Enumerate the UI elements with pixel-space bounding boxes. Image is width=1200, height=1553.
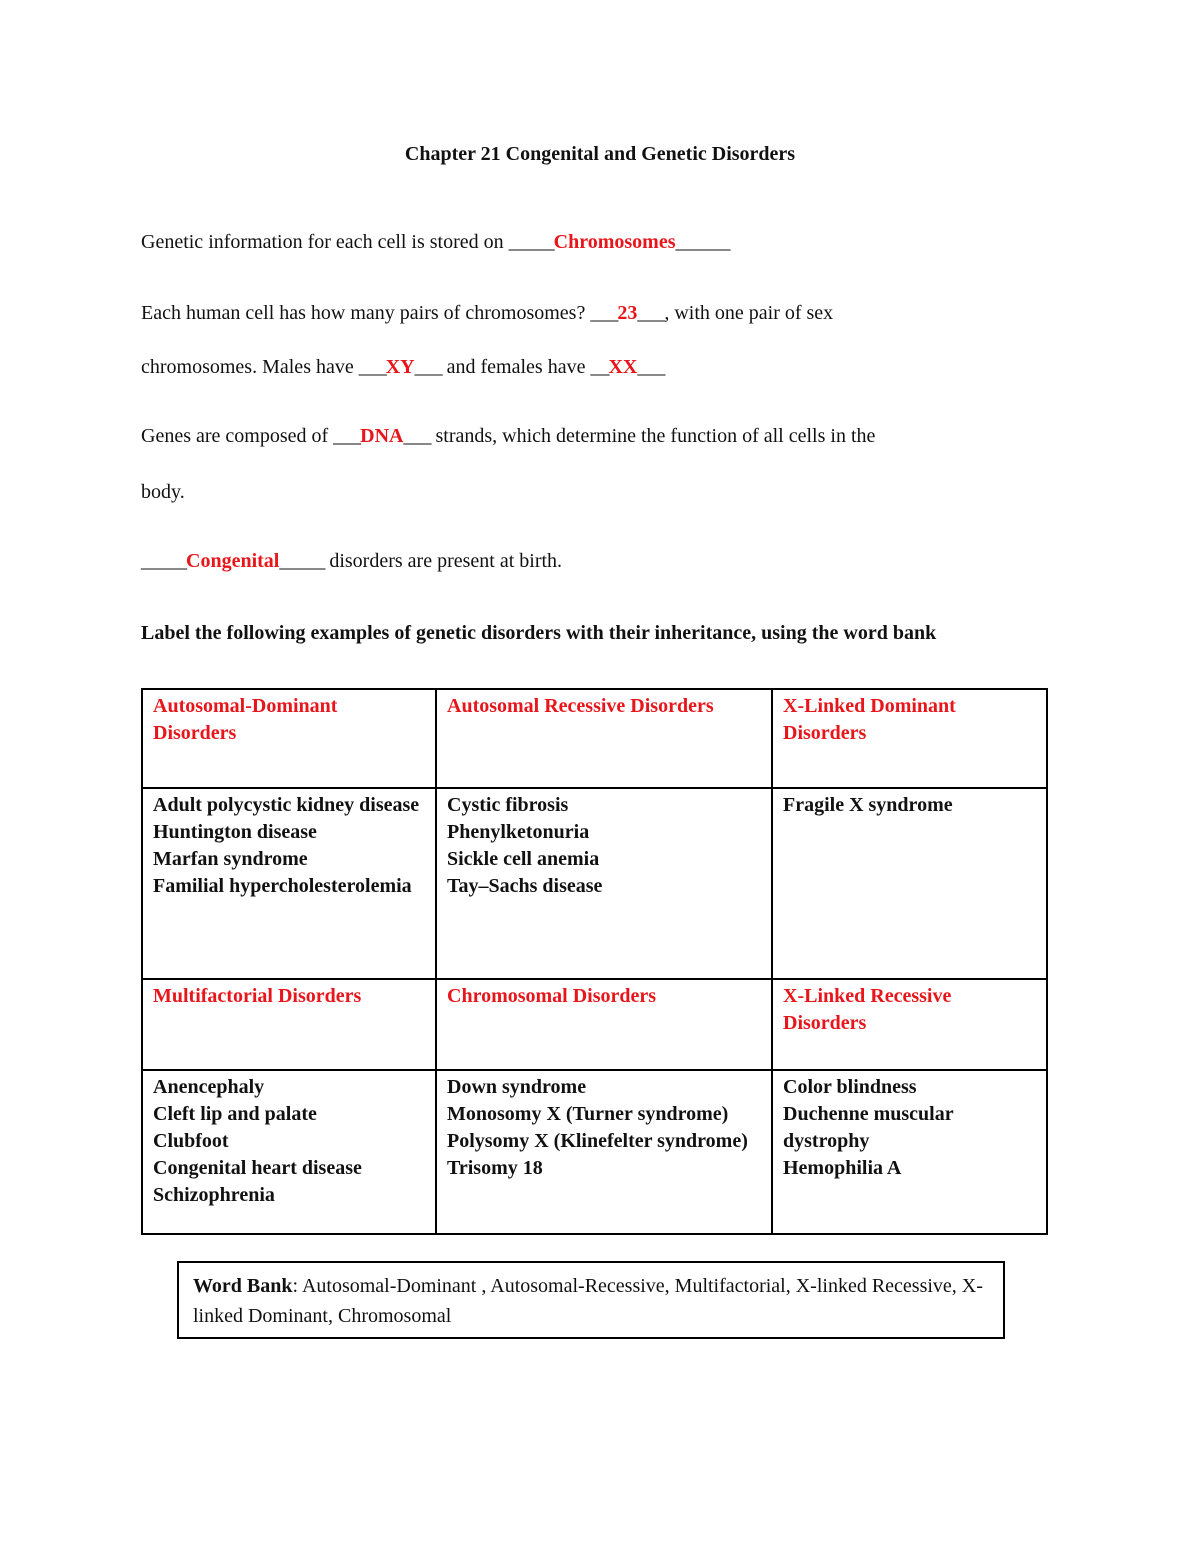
disorder-item: Cystic fibrosis	[447, 794, 569, 816]
disorder-item: Color blindness	[783, 1076, 917, 1098]
answer-text: DNA	[360, 425, 404, 447]
disorder-list	[772, 1070, 1047, 1234]
disorder-list	[772, 788, 1047, 979]
category-heading: Chromosomal Disorders	[436, 979, 772, 1070]
disorder-item: Polysomy X (Klinefelter syndrome)	[447, 1130, 748, 1152]
answer-text: Congenital	[186, 550, 280, 572]
answer-text: XY	[385, 356, 415, 378]
table-row	[142, 689, 1047, 788]
question-text: body.	[141, 481, 185, 503]
disorder-item: Fragile X syndrome	[783, 794, 953, 816]
answer-text: 23	[617, 302, 638, 324]
disorders-table	[141, 688, 1048, 1235]
question-text: Genes are composed of	[141, 425, 334, 447]
table-row	[142, 979, 1047, 1070]
answer-blank: ___	[414, 356, 442, 378]
answer-text: Chromosomes	[553, 231, 676, 253]
table-row	[142, 1070, 1047, 1234]
disorder-item: Down syndrome	[447, 1076, 587, 1098]
question-genes-continued	[141, 481, 185, 504]
disorder-item: Cleft lip and palate	[153, 1103, 317, 1125]
answer-blank: ___	[637, 356, 665, 378]
disorder-item: Marfan syndrome	[153, 848, 308, 870]
question-text: and females have	[441, 356, 591, 378]
question-text: , with one pair of sex	[664, 302, 834, 324]
answer-blank: _____	[141, 550, 186, 572]
category-heading: Multifactorial Disorders	[142, 979, 436, 1070]
disorder-item: Clubfoot	[153, 1130, 229, 1152]
disorder-item: Monosomy X (Turner syndrome)	[447, 1103, 729, 1125]
answer-blank: ___	[358, 356, 386, 378]
instructions: Label the following examples of genetic disorders with their inheritance, using the word bank	[141, 622, 937, 644]
question-congenital	[141, 550, 562, 573]
question-genes	[141, 425, 875, 448]
disorder-item: Duchenne muscular dystrophy	[783, 1103, 954, 1152]
question-text: Each human cell has how many pairs of chromosomes?	[141, 302, 591, 324]
disorder-item: Sickle cell anemia	[447, 848, 600, 870]
disorder-item: Huntington disease	[153, 821, 317, 843]
disorder-list	[436, 1070, 772, 1234]
question-text: strands, which determine the function of all cells in the	[430, 425, 876, 447]
answer-blank: __	[590, 356, 609, 378]
answer-blank: ___	[637, 302, 665, 324]
disorder-item: Phenylketonuria	[447, 821, 590, 843]
answer-text: XX	[608, 356, 638, 378]
category-heading: X-Linked Recessive Disorders	[772, 979, 1047, 1070]
question-chromosomes	[141, 231, 730, 254]
category-heading: Autosomal Recessive Disorders	[436, 689, 772, 788]
question-sex-chromosomes	[141, 356, 664, 379]
answer-blank: ___	[590, 302, 618, 324]
answer-blank: _____	[508, 231, 554, 253]
answer-blank: ___	[333, 425, 361, 447]
question-text: chromosomes. Males have	[141, 356, 359, 378]
disorder-list	[142, 788, 436, 979]
disorder-item: Familial hypercholesterolemia	[153, 875, 412, 897]
disorder-item: Adult polycystic kidney disease	[153, 794, 420, 816]
question-pairs	[141, 302, 833, 325]
word-bank-label: Word Bank	[193, 1275, 293, 1297]
answer-blank: _____	[279, 550, 325, 572]
answer-blank: ______	[675, 231, 730, 253]
disorder-item: Tay–Sachs disease	[447, 875, 603, 897]
disorder-item: Hemophilia A	[783, 1157, 902, 1179]
answer-blank: ___	[403, 425, 431, 447]
disorder-list	[142, 1070, 436, 1234]
disorder-item: Congenital heart disease	[153, 1157, 362, 1179]
question-text: disorders are present at birth.	[324, 550, 563, 572]
word-bank	[177, 1261, 1005, 1339]
word-bank-text: : Autosomal-Dominant , Autosomal-Recessive, Multifactorial, X-linked Recessive, X-linked Dominant, Chromosomal	[193, 1275, 983, 1327]
disorder-list	[436, 788, 772, 979]
disorder-item: Anencephaly	[153, 1076, 265, 1098]
disorder-item: Schizophrenia	[153, 1184, 275, 1206]
category-heading: Autosomal-Dominant Disorders	[142, 689, 436, 788]
page-title: Chapter 21 Congenital and Genetic Disorders	[404, 143, 796, 165]
disorder-item: Trisomy 18	[447, 1157, 543, 1179]
category-heading: X-Linked Dominant Disorders	[772, 689, 1047, 788]
question-text: Genetic information for each cell is stored on	[141, 231, 509, 253]
table-row	[142, 788, 1047, 979]
